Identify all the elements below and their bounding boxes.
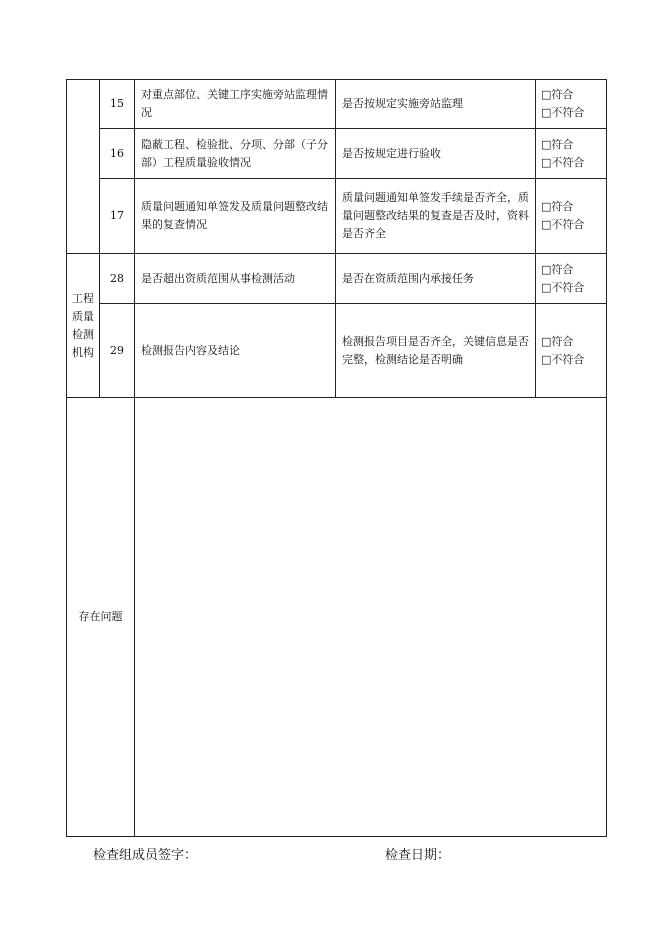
option-compliant[interactable]: □符合 (541, 88, 574, 101)
item-number: 16 (100, 129, 135, 179)
item-number: 17 (100, 179, 135, 254)
option-compliant[interactable]: □符合 (541, 200, 574, 213)
inspection-date-label: 检查日期： (385, 848, 451, 863)
item-number: 15 (100, 80, 135, 129)
result-options (536, 304, 607, 398)
table-row (67, 179, 607, 254)
check-standard: 质量问题通知单签发手续是否齐全，质量问题整改结果的复查是否及时，资料是否齐全 (336, 179, 536, 254)
item-number: 29 (100, 304, 135, 398)
option-noncompliant[interactable]: □不符合 (541, 155, 585, 169)
option-compliant[interactable]: □符合 (541, 334, 574, 348)
table-row (67, 80, 607, 129)
check-standard: 检测报告项目是否齐全，关键信息是否完整，检测结论是否明确 (336, 304, 536, 398)
check-standard: 是否按规定进行验收 (336, 129, 536, 179)
check-item: 检测报告内容及结论 (135, 304, 336, 398)
option-noncompliant[interactable]: □不符合 (541, 352, 585, 366)
check-standard: 是否按规定实施旁站监理 (336, 80, 536, 129)
table-row (67, 254, 607, 304)
option-compliant[interactable]: □符合 (541, 137, 574, 151)
issues-input-area[interactable] (135, 398, 607, 837)
check-item: 质量问题通知单签发及质量问题整改结果的复查情况 (135, 179, 336, 254)
check-item: 对重点部位、关键工序实施旁站监理情况 (135, 80, 336, 129)
issues-label: 存在问题 (67, 398, 135, 837)
option-noncompliant[interactable]: □不符合 (541, 280, 585, 294)
check-item: 隐蔽工程、检验批、分项、分部（子分部）工程质量验收情况 (135, 129, 336, 179)
option-noncompliant[interactable]: □不符合 (541, 106, 585, 119)
check-item: 是否超出资质范围从事检测活动 (135, 254, 336, 304)
table-row (67, 304, 607, 398)
category-cell-blank (67, 80, 100, 254)
result-options (536, 254, 607, 304)
signature-label: 检查组成员签字： (93, 848, 198, 863)
check-standard: 是否在资质范围内承接任务 (336, 254, 536, 304)
category-label: 工程质量检测机构 (67, 254, 100, 398)
issues-row (67, 398, 607, 837)
table-row (67, 129, 607, 179)
item-number: 28 (100, 254, 135, 304)
option-compliant[interactable]: □符合 (541, 262, 574, 276)
inspection-checklist-table (66, 79, 607, 837)
result-options (536, 80, 607, 129)
result-options (536, 129, 607, 179)
option-noncompliant[interactable]: □不符合 (541, 218, 585, 231)
result-options (536, 179, 607, 254)
